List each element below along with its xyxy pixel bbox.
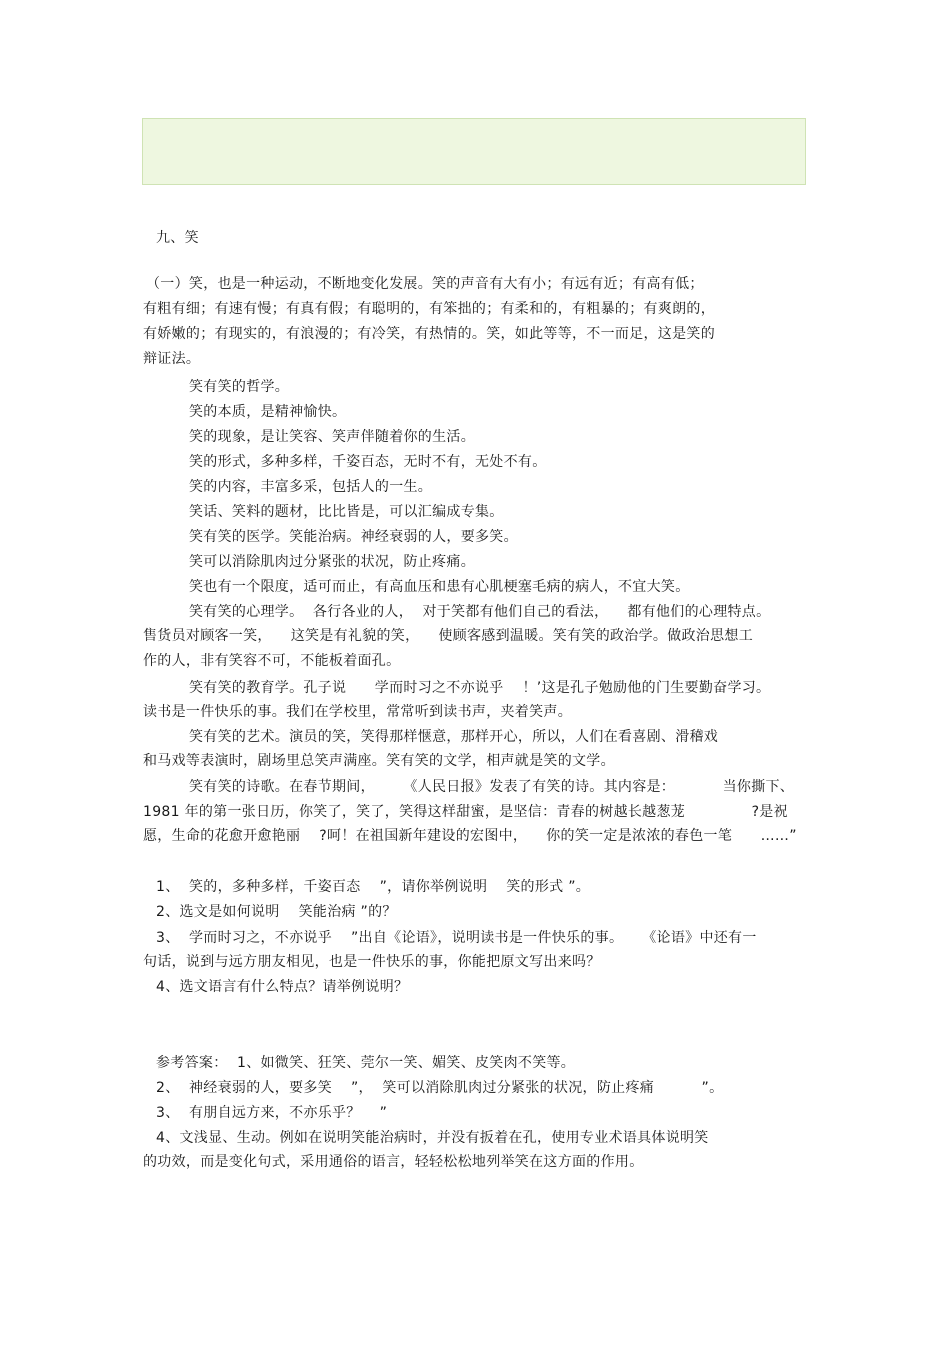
intro-line: 有粗有细；有速有慢；有真有假；有聪明的，有笨拙的；有柔和的，有粗暴的；有爽朗的，	[143, 301, 715, 317]
header-banner	[142, 118, 806, 185]
question-line: 句话，说到与远方朋友相见，也是一件快乐的事，你能把原文写出来吗？	[143, 954, 601, 970]
body-line: 笑的本质，是精神愉快。	[189, 404, 347, 420]
question-line: 4、选文语言有什么特点？请举例说明？	[156, 979, 409, 995]
body-line: 作的人，非有笑容不可，不能板着面孔。	[143, 653, 401, 669]
body-line: 愿，生命的花愈开愈艳丽 ?呵！在祖国新年建设的宏图中， 你的笑一定是浓浓的春色一笔 ……”	[143, 828, 797, 844]
question-line: 3、 学而时习之，不亦说乎 ”出自《论语》，说明读书是一件快乐的事。 《论语》中还有一	[156, 930, 757, 946]
body-line: 笑也有一个限度，适可而止，有高血压和患有心肌梗塞毛病的病人，不宜大笑。	[189, 579, 690, 595]
answer-line: 2、 神经衰弱的人，要多笑 ”， 笑可以消除肌肉过分紧张的状况，防止疼痛 ”。	[156, 1080, 724, 1096]
answer-line: 参考答案： 1、如微笑、狂笑、莞尔一笑、媚笑、皮笑肉不笑等。	[156, 1055, 576, 1071]
section-title: 九、笑	[156, 230, 199, 246]
body-line: 笑的内容，丰富多采，包括人的一生。	[189, 479, 433, 495]
answer-line: 4、文浅显、生动。例如在说明笑能治病时，并没有扳着在孔，使用专业术语具体说明笑	[156, 1130, 709, 1146]
body-line: 笑的形式，多种多样，千姿百态，无时不有，无处不有。	[189, 454, 547, 470]
body-line: 笑有笑的教育学。孔子说 学而时习之不亦说乎 ！’这是孔子勉励他的门生要勤奋学习。	[189, 680, 771, 696]
body-line: 售货员对顾客一笑， 这笑是有礼貌的笑， 使顾客感到温暖。笑有笑的政治学。做政治思想工	[143, 628, 753, 644]
answer-line: 的功效，而是变化句式，采用通俗的语言，轻轻松松地列举笑在这方面的作用。	[143, 1154, 644, 1170]
question-line: 1、 笑的，多种多样，千姿百态 ”，请你举例说明 笑的形式 ”。	[156, 879, 591, 895]
body-line: 笑有笑的艺术。演员的笑，笑得那样惬意，那样开心，所以，人们在看喜剧、滑稽戏	[189, 729, 719, 745]
answer-line: 3、 有朋自远方来，不亦乐乎？ ”	[156, 1105, 388, 1121]
body-line: 和马戏等表演时，剧场里总笑声满座。笑有笑的文学，相声就是笑的文学。	[143, 753, 615, 769]
body-line: 笑可以消除肌肉过分紧张的状况，防止疼痛。	[189, 554, 475, 570]
intro-line: （一）笑，也是一种运动，不断地变化发展。笑的声音有大有小；有远有近；有高有低；	[146, 276, 704, 292]
intro-line: 有娇嫩的；有现实的，有浪漫的；有冷笑，有热情的。笑，如此等等，不一而足，这是笑的	[143, 326, 715, 342]
body-line: 笑有笑的哲学。	[189, 379, 290, 395]
body-line: 笑有笑的诗歌。在春节期间， 《人民日报》发表了有笑的诗。其内容是： 当你撕下、	[189, 779, 795, 795]
question-line: 2、选文是如何说明 笑能治病 ”的？	[156, 904, 397, 920]
body-line: 读书是一件快乐的事。我们在学校里，常常听到读书声，夹着笑声。	[143, 704, 572, 720]
body-line: 笑话、笑料的题材，比比皆是，可以汇编成专集。	[189, 504, 504, 520]
intro-line: 辩证法。	[143, 351, 201, 367]
body-line: 笑的现象，是让笑容、笑声伴随着你的生活。	[189, 429, 475, 445]
body-line: 1981 年的第一张日历，你笑了，笑了，笑得这样甜蜜，是坚信：青春的树越长越葱茏 ?是祝	[143, 804, 788, 820]
body-line: 笑有笑的心理学。 各行各业的人， 对于笑都有他们自己的看法， 都有他们的心理特点。	[189, 604, 771, 620]
body-line: 笑有笑的医学。笑能治病。神经衰弱的人，要多笑。	[189, 529, 518, 545]
